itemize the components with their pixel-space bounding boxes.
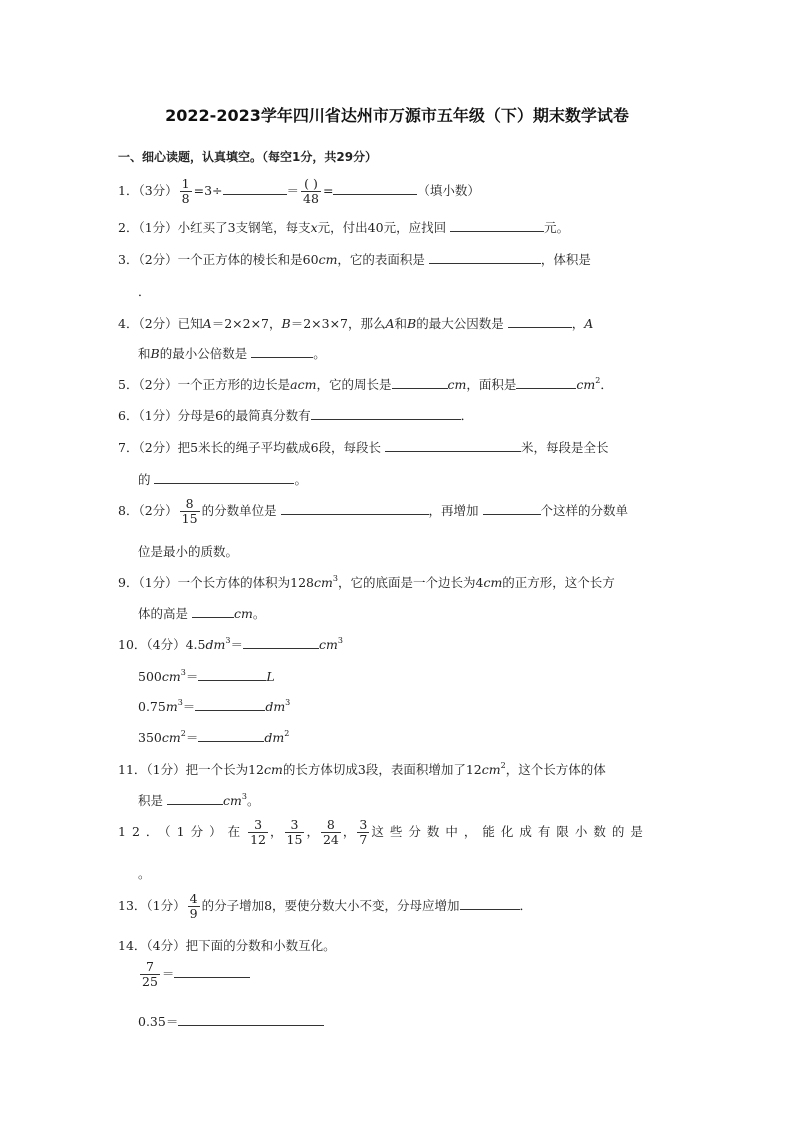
question-text: 元。 <box>544 220 570 235</box>
question-text: 这些分数中，能化成有限小数的是 <box>371 824 649 839</box>
question-text: 。 <box>313 346 326 361</box>
question-3 <box>118 250 591 268</box>
question-text: ， <box>306 824 319 839</box>
question-text: cm <box>318 252 338 267</box>
question-text: 14．（4分）把下面的分数和小数互化。 <box>118 938 336 953</box>
question-10-row3 <box>138 697 290 715</box>
question-text: 体的高是 <box>138 606 192 621</box>
question-text: 的正方形，这个长方 <box>502 575 615 590</box>
question-14-row2 <box>138 1012 324 1030</box>
answer-blank[interactable] <box>192 605 234 618</box>
question-10 <box>118 635 343 653</box>
question-8-line2 <box>138 542 238 560</box>
question-text: ＝2×3×7，那么 <box>290 316 386 331</box>
answer-blank[interactable] <box>516 376 576 389</box>
question-text: ， <box>270 824 283 839</box>
question-text: 的最小公倍数是 <box>159 346 252 361</box>
question-text: 7 <box>359 831 368 847</box>
question-7-line2 <box>138 470 307 488</box>
question-9-line2 <box>138 604 265 622</box>
question-text: ( ) <box>304 176 318 191</box>
fraction <box>180 178 192 205</box>
question-text: = <box>322 183 334 198</box>
question-14-row1 <box>138 961 250 988</box>
question-text: 3 <box>332 574 338 583</box>
question-text: ． <box>519 898 533 913</box>
fraction <box>321 819 341 846</box>
question-text: ＝ <box>161 966 175 981</box>
question-text: cm <box>483 575 503 590</box>
question-text: 。 <box>294 472 307 487</box>
question-text: 8 <box>326 817 335 832</box>
question-text: 12．（1分）在 <box>118 824 247 839</box>
question-text: ，再增加 <box>428 503 483 518</box>
question-text: ． <box>460 408 474 423</box>
section-heading: 一、细心读题，认真填空。（每空1分，共29分） <box>118 150 378 164</box>
fraction <box>140 961 160 988</box>
question-text: ， <box>571 316 585 331</box>
question-text: dm <box>264 730 285 745</box>
question-1 <box>118 178 480 205</box>
question-text: （填小数） <box>417 183 480 198</box>
answer-blank[interactable] <box>429 251 541 264</box>
question-text: 。 <box>246 793 260 808</box>
fraction <box>188 893 200 920</box>
question-text: 个这样的分数单 <box>540 503 629 518</box>
question-text: cm <box>161 669 181 684</box>
fraction <box>248 819 268 846</box>
question-text: ． <box>138 284 151 299</box>
question-text: A <box>202 316 212 331</box>
question-2 <box>118 218 569 236</box>
question-text: 。 <box>252 606 266 621</box>
answer-blank[interactable] <box>154 471 294 484</box>
fraction <box>285 819 305 846</box>
question-text: 25 <box>142 973 158 989</box>
answer-blank[interactable] <box>195 698 265 711</box>
answer-blank[interactable] <box>385 439 521 452</box>
question-text: 3．（2分）一个正方体的棱长和是60 <box>118 252 319 267</box>
question-text: ， <box>342 824 356 839</box>
question-text: 的最大公因数是 <box>416 316 508 331</box>
question-text: 5．（2分）一个正方形的边长是 <box>118 377 291 392</box>
question-text: 12 <box>250 831 267 847</box>
question-text: cm <box>161 730 181 745</box>
question-14 <box>118 936 336 954</box>
question-text: 2 <box>284 729 290 738</box>
question-text: 11．（1分）把一个长为12 <box>118 762 265 777</box>
question-text: 7 <box>145 959 154 974</box>
question-text: acm <box>290 377 317 392</box>
question-text: A <box>584 316 594 331</box>
question-4-line2 <box>138 344 326 362</box>
answer-blank[interactable] <box>174 965 250 978</box>
answer-blank[interactable] <box>392 376 448 389</box>
question-text: m <box>165 699 178 714</box>
answer-blank[interactable] <box>333 182 417 195</box>
question-text: 元，付出40元，应找回 <box>317 220 451 235</box>
question-text: cm <box>447 377 467 392</box>
question-10-row4 <box>138 728 289 746</box>
question-text: 15 <box>181 510 198 526</box>
question-text: 4．（2分）已知 <box>118 316 203 331</box>
question-text: 24 <box>322 831 339 847</box>
answer-blank[interactable] <box>198 668 266 681</box>
question-text: cm <box>264 762 283 777</box>
answer-blank[interactable] <box>178 1013 324 1026</box>
answer-blank[interactable] <box>281 502 429 515</box>
question-3-line2 <box>138 282 151 300</box>
question-text: x <box>310 220 318 235</box>
question-text: A <box>385 316 395 331</box>
question-5 <box>118 375 613 393</box>
question-8 <box>118 498 628 525</box>
question-11 <box>118 760 606 778</box>
answer-blank[interactable] <box>251 345 313 358</box>
question-text: 6．（1分）分母是6的最简真分数有 <box>118 408 311 423</box>
question-12-line2 <box>138 864 151 882</box>
question-text: 3 <box>241 792 247 801</box>
fraction <box>180 498 200 525</box>
answer-blank[interactable] <box>460 897 520 910</box>
question-text: dm <box>265 699 286 714</box>
question-text: 1 <box>181 176 190 191</box>
question-text: 的分子增加8，要使分数大小不变，分母应增加 <box>201 898 460 913</box>
question-text: 15 <box>286 831 303 847</box>
question-10-row2 <box>138 667 275 685</box>
question-text: 500 <box>138 669 162 684</box>
answer-blank[interactable] <box>483 502 541 515</box>
question-text: 。 <box>138 866 151 881</box>
question-text: ＝2×2×7， <box>211 316 282 331</box>
answer-blank[interactable] <box>508 315 572 328</box>
question-11-line2 <box>138 791 259 809</box>
question-9 <box>118 573 615 591</box>
question-text: 2 <box>595 376 601 385</box>
question-text: dm <box>205 637 226 652</box>
question-text: ，体积是 <box>540 252 591 267</box>
question-text: 48 <box>303 190 319 206</box>
question-text: 米，每段是全长 <box>521 440 609 455</box>
question-13 <box>118 893 532 920</box>
question-text: 3 <box>177 698 183 707</box>
answer-blank[interactable] <box>243 636 319 649</box>
question-text: ＝ <box>286 183 300 198</box>
question-text: ＝ <box>185 669 199 684</box>
question-12 <box>118 819 649 846</box>
question-text: cm <box>318 637 338 652</box>
question-text: 0.75 <box>138 699 166 714</box>
question-text: 的长方体切成3段，表面积增加了12 <box>282 762 482 777</box>
question-text: ＝ <box>182 699 196 714</box>
question-text: 4 <box>189 891 198 906</box>
question-text: 积是 <box>138 793 167 808</box>
question-text: cm <box>314 575 333 590</box>
question-text: 1．（3分） <box>118 183 178 198</box>
question-text: 的 <box>138 472 155 487</box>
question-text: 和 <box>394 316 408 331</box>
fraction <box>357 819 369 846</box>
question-text: 13．（1分） <box>118 898 186 913</box>
question-text: ，它的表面积是 <box>337 252 429 267</box>
question-text: 3 <box>180 668 186 677</box>
question-text: ＝ <box>185 730 199 745</box>
answer-blank[interactable] <box>223 182 287 195</box>
question-text: 3 <box>290 817 299 832</box>
question-text: 3 <box>359 817 368 832</box>
question-text: 350 <box>138 730 162 745</box>
question-text: 10．（4分）4.5 <box>118 637 206 652</box>
question-text: 2 <box>500 761 506 770</box>
answer-blank[interactable] <box>311 407 461 420</box>
question-text: ，这个长方体的体 <box>505 762 606 777</box>
question-text: 9．（1分）一个长方体的体积为128 <box>118 575 315 590</box>
question-text: cm <box>481 762 501 777</box>
question-text: cm <box>233 606 253 621</box>
question-text: 3 <box>285 698 291 707</box>
answer-blank[interactable] <box>167 792 223 805</box>
question-text: B <box>281 316 291 331</box>
question-text: cm <box>576 377 596 392</box>
question-4 <box>118 314 593 332</box>
question-text: 位是最小的质数。 <box>138 544 239 559</box>
question-7 <box>118 438 609 456</box>
question-text: ，面积是 <box>466 377 517 392</box>
page-title: 2022-2023学年四川省达州市万源市五年级（下）期末数学试卷 <box>165 106 629 125</box>
question-text: 7．（2分）把5米长的绳子平均截成6段，每段长 <box>118 440 386 455</box>
answer-blank[interactable] <box>198 729 264 742</box>
question-text: 8 <box>181 190 190 206</box>
question-text: 8 <box>185 496 194 511</box>
question-text: 2 <box>180 729 186 738</box>
question-text: =3÷ <box>193 183 223 198</box>
question-text: 3 <box>337 636 343 645</box>
question-text: ＝ <box>230 637 243 652</box>
question-text: ． <box>600 377 613 392</box>
fraction <box>301 178 321 205</box>
question-text: 3 <box>225 636 231 645</box>
answer-blank[interactable] <box>450 219 544 232</box>
question-text: 9 <box>189 905 198 921</box>
question-text: B <box>150 346 160 361</box>
question-text: 8．（2分） <box>118 503 178 518</box>
question-text: 0.35＝ <box>138 1014 179 1029</box>
question-6 <box>118 406 473 424</box>
question-text: 的分数单位是 <box>201 503 281 518</box>
question-text: ，它的底面是一个边长为4 <box>337 575 484 590</box>
question-text: 和 <box>138 346 151 361</box>
question-text: ，它的周长是 <box>316 377 392 392</box>
question-text: B <box>407 316 417 331</box>
question-text: L <box>266 669 275 684</box>
question-text: cm <box>222 793 242 808</box>
question-text: 2．（1分）小红买了3支钢笔，每支 <box>118 220 311 235</box>
question-text: 3 <box>254 817 263 832</box>
